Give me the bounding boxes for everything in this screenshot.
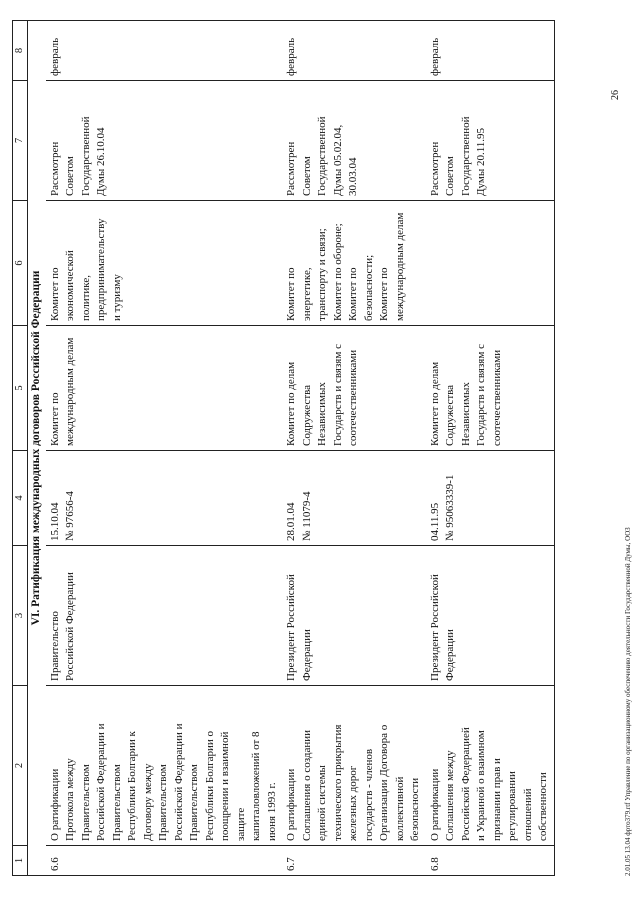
column-number-row: [13, 21, 28, 876]
co-committees: Комитет по энергетике, транспорту и связи; Комитет по обороне; Комитет по безопасности; Комитет по международным делам: [282, 201, 426, 326]
month: февраль: [426, 21, 555, 81]
section-row: [28, 21, 46, 876]
column-number: 2: [13, 686, 28, 846]
page-number: 26: [610, 90, 621, 100]
table-row: [46, 21, 283, 876]
table-row: [282, 21, 426, 876]
bill-title: О ратификации Соглашения о создании единой системы технического прикрытия железных дорог государств - членов Организации Договора о коллективной безопасности: [282, 686, 426, 846]
column-number: 7: [13, 81, 28, 201]
column-number: 6: [13, 201, 28, 326]
status: Рассмотрен Советом Государственной Думы 20.11.95: [426, 81, 555, 201]
co-committees: Комитет по экономической политике, предпринимательству и туризму: [46, 201, 283, 326]
table-row: [426, 21, 555, 876]
month: февраль: [46, 21, 283, 81]
footer-text: 2.01.05 13.04 фрто379.rtf Управление по организационному обеспечению деятельности Государственной Думы, ООЗ: [624, 527, 632, 876]
co-committees: [426, 201, 555, 326]
bill-title: О ратификации Соглашения между Российской Федерацией и Украиной о взаимном признании прав и регулировании отношений собственности: [426, 686, 555, 846]
date-number: 04.11.95 № 95063339-1: [426, 451, 555, 546]
row-number: 6.7: [282, 846, 426, 876]
column-number: 5: [13, 326, 28, 451]
initiator: Президент Российской Федерации: [426, 546, 555, 686]
initiator: Президент Российской Федерации: [282, 546, 426, 686]
column-number: 3: [13, 546, 28, 686]
date-number: 28.01.04 № 11079-4: [282, 451, 426, 546]
row-number: 6.8: [426, 846, 555, 876]
schedule-table: [12, 20, 555, 876]
responsible-committee: Комитет по делам Содружества Независимых Государств и связям с соотечественниками: [426, 326, 555, 451]
row-number: 6.6: [46, 846, 283, 876]
date-number: 15.10.04 № 97656-4: [46, 451, 283, 546]
column-number: 4: [13, 451, 28, 546]
responsible-committee: Комитет по международным делам: [46, 326, 283, 451]
initiator: Правительство Российской Федерации: [46, 546, 283, 686]
responsible-committee: Комитет по делам Содружества Независимых Государств и связям с соотечественниками: [282, 326, 426, 451]
section-title: VI. Ратификация международных договоров Российской Федерации: [28, 21, 46, 876]
bill-title: О ратификации Протокола между Правительством Российской Федерации и Правительством Республики Болгарии к Договору между Правительством Российской Федерации и Правительством Республики Болгарии о поощрении и взаимной защите капиталовложений от 8 июня 1993 г.: [46, 686, 283, 846]
month: февраль: [282, 21, 426, 81]
status: Рассмотрен Советом Государственной Думы 05.02.04, 30.03.04: [282, 81, 426, 201]
column-number: 1: [13, 846, 28, 876]
column-number: 8: [13, 21, 28, 81]
status: Рассмотрен Советом Государственной Думы 26.10.04: [46, 81, 283, 201]
